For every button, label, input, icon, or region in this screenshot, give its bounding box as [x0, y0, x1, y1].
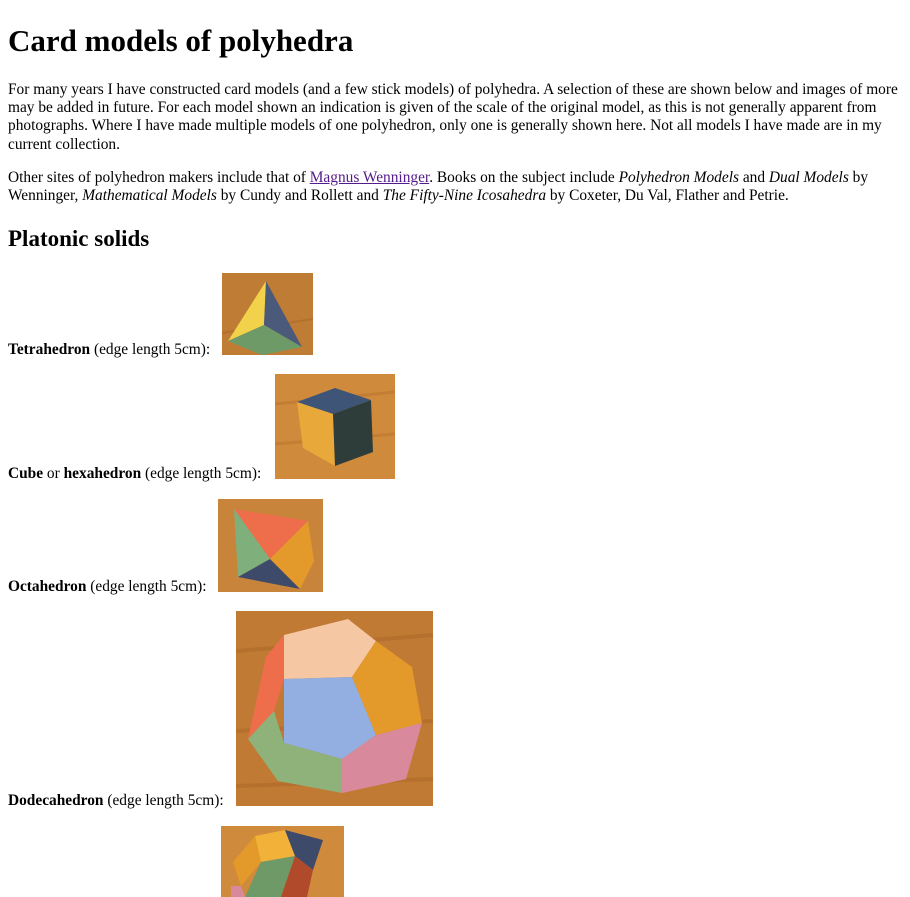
- cube-name: Cube: [8, 465, 44, 482]
- related-text-2: . Books on the subject include: [429, 169, 619, 186]
- cube-alt-name: hexahedron: [63, 465, 142, 482]
- octahedron-caption: [8, 578, 206, 596]
- related-text-6: by Coxeter, Du Val, Flather and Petrie.: [546, 187, 789, 205]
- dodecahedron-photo[interactable]: [236, 611, 433, 806]
- dodecahedron-caption: [8, 792, 224, 810]
- tetrahedron-caption: [8, 341, 210, 359]
- platonic-solids-heading: Platonic solids: [8, 226, 150, 251]
- related-text-4: by Wenninger,: [8, 169, 869, 205]
- magnus-wenninger-link[interactable]: Magnus Wenninger: [309, 169, 430, 186]
- icosahedron-photo[interactable]: [221, 826, 344, 897]
- octahedron-photo[interactable]: [218, 499, 323, 592]
- related-text-3: and: [738, 169, 769, 186]
- dodecahedron-scale: (edge length 5cm):: [103, 792, 224, 809]
- book-mathematical-models: Mathematical Models: [82, 187, 217, 205]
- tetrahedron-name: Tetrahedron: [8, 341, 91, 358]
- cube-scale: (edge length 5cm):: [141, 465, 262, 482]
- book-dual-models: Dual Models: [768, 169, 849, 186]
- octahedron-scale: (edge length 5cm):: [86, 578, 207, 595]
- cube-caption: [8, 465, 261, 483]
- related-sites-paragraph: [8, 169, 902, 205]
- book-fifty-nine-icosahedra: The Fifty-Nine Icosahedra: [382, 187, 547, 205]
- cube-or: or: [43, 465, 64, 482]
- octahedron-name: Octahedron: [8, 578, 87, 595]
- page-title: Card models of polyhedra: [8, 23, 354, 58]
- cube-photo[interactable]: [275, 374, 395, 479]
- tetrahedron-photo[interactable]: [222, 273, 313, 355]
- related-text-1: Other sites of polyhedron makers include that of: [8, 169, 310, 186]
- book-polyhedron-models: Polyhedron Models: [618, 169, 739, 186]
- related-text-5: by Cundy and Rollett and: [216, 187, 383, 205]
- dodecahedron-name: Dodecahedron: [8, 792, 104, 809]
- tetrahedron-scale: (edge length 5cm):: [90, 341, 211, 358]
- intro-paragraph: For many years I have constructed card models (and a few stick models) of polyhedra. A selection of these are shown below and images of more may be added in future. For each model shown an indication is given of the scale of the original model, as this is not generally apparent from photographs. Where I have made multiple models of one polyhedron, only one is generally shown here. Not all models I have made are in my current collection.: [8, 81, 898, 153]
